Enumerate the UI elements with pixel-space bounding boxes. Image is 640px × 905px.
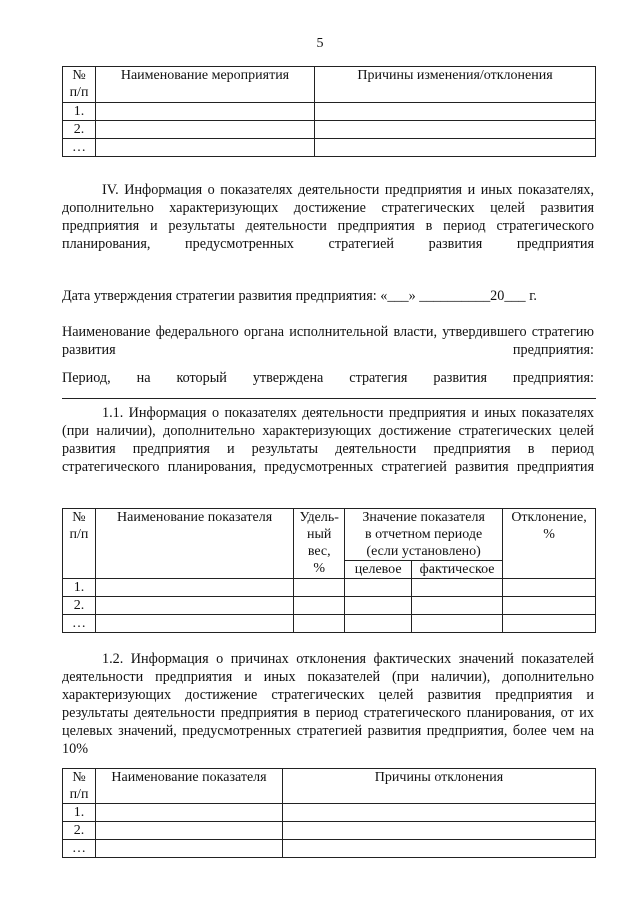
row-number: 1. xyxy=(63,103,96,121)
approving-authority-label: Наименование федерального органа исполнительной власти, утвердившего стратегию развития предприятия: xyxy=(62,324,594,358)
table-cell xyxy=(412,597,503,615)
section-iv-title: IV. Информация о показателях деятельности предприятия и иных показателях, дополнительно характеризующих достижение стратегических целей развития предприятия и результаты деятельности предприятия в период стратегического планирования, предусмотренных стратегией развития предприятия xyxy=(62,182,594,252)
period-fill-line xyxy=(62,398,596,399)
col-number-header: № п/п xyxy=(63,67,96,103)
table-cell xyxy=(503,615,596,633)
col-target-header: целевое xyxy=(345,561,412,579)
col-indicator-name-header: Наименование показателя xyxy=(95,509,293,579)
indicators-table xyxy=(62,508,596,633)
row-number: 1. xyxy=(63,804,96,822)
table-cell xyxy=(95,597,293,615)
col-number-header: № п/п xyxy=(63,509,96,579)
table-cell xyxy=(96,139,315,157)
table-cell xyxy=(315,139,596,157)
table-cell xyxy=(96,822,283,840)
table-cell xyxy=(503,579,596,597)
row-number: … xyxy=(63,840,96,858)
table-cell xyxy=(345,597,412,615)
table-cell xyxy=(345,615,412,633)
table-cell xyxy=(315,103,596,121)
subsection-1-2: 1.2. Информация о причинах отклонения фактических значений показателей деятельности предприятия и иных показателей (при наличии), дополнительно характеризующих достижение стратегических целей развития предприятия и результаты деятельности предприятия в период стратегического планирования, от их целевых значений, предусмотренных стратегией развития предприятия, более чем на 10% xyxy=(62,651,594,757)
table-cell xyxy=(412,615,503,633)
col-indicator-name-header: Наименование показателя xyxy=(96,769,283,804)
col-deviation-reason-header: Причины отклонения xyxy=(283,769,596,804)
strategy-period-label: Период, на который утверждена стратегия развития предприятия: xyxy=(62,370,594,386)
table-cell xyxy=(294,579,345,597)
table-cell xyxy=(95,615,293,633)
col-actual-header: фактическое xyxy=(412,561,503,579)
subsection-1-1: 1.1. Информация о показателях деятельности предприятия и иных показателях (при наличии), дополнительно характеризующих достижение стратегических целей развития предприятия и результаты деятельности предприятия в период стратегического планирования, предусмотренных стратегией развития предприятия xyxy=(62,405,594,475)
row-number: … xyxy=(63,139,96,157)
table-cell xyxy=(503,597,596,615)
col-deviation-header: Отклонение, % xyxy=(503,509,596,579)
table-cell xyxy=(283,804,596,822)
table-cell xyxy=(315,121,596,139)
col-reason-header: Причины изменения/отклонения xyxy=(315,67,596,103)
table-cell xyxy=(96,103,315,121)
table-cell xyxy=(345,579,412,597)
row-number: … xyxy=(63,615,96,633)
col-weight-header: Удель- ный вес, % xyxy=(294,509,345,579)
table-cell xyxy=(95,579,293,597)
table-cell xyxy=(96,121,315,139)
row-number: 2. xyxy=(63,822,96,840)
col-value-header: Значение показателя в отчетном периоде (если установлено) xyxy=(345,509,503,561)
page-number: 5 xyxy=(316,36,324,51)
row-number: 2. xyxy=(63,597,96,615)
events-table xyxy=(62,66,596,157)
row-number: 2. xyxy=(63,121,96,139)
table-cell xyxy=(96,840,283,858)
deviation-reasons-table xyxy=(62,768,596,858)
table-cell xyxy=(294,597,345,615)
col-number-header: № п/п xyxy=(63,769,96,804)
table-cell xyxy=(294,615,345,633)
table-cell xyxy=(96,804,283,822)
table-cell xyxy=(412,579,503,597)
strategy-approval-date: Дата утверждения стратегии развития предприятия: «___» __________20___ г. xyxy=(62,288,537,304)
col-event-name-header: Наименование мероприятия xyxy=(96,67,315,103)
table-cell xyxy=(283,840,596,858)
row-number: 1. xyxy=(63,579,96,597)
table-cell xyxy=(283,822,596,840)
